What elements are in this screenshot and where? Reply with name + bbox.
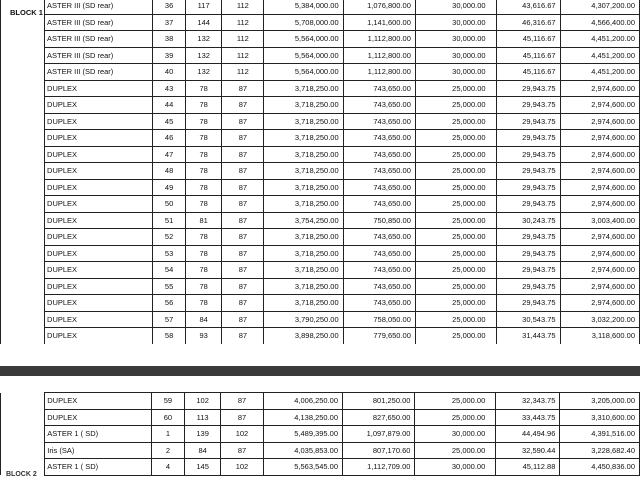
cell-v5: 4,451,200.00 <box>560 64 639 81</box>
cell-name: DUPLEX <box>45 393 152 410</box>
cell-v3: 30,000.00 <box>415 14 496 31</box>
cell-v4: 31,443.75 <box>496 328 560 345</box>
cell-no: 37 <box>153 14 186 31</box>
cell-v1: 3,790,250.00 <box>264 311 343 328</box>
cell-v1: 3,718,250.00 <box>264 179 343 196</box>
table-row <box>1 130 640 147</box>
cell-no: 50 <box>153 196 186 213</box>
cell-name: DUPLEX <box>45 212 153 229</box>
cell-name: DUPLEX <box>45 278 153 295</box>
cell-v1: 3,718,250.00 <box>264 262 343 279</box>
table-row <box>1 409 640 426</box>
table-row <box>1 196 640 213</box>
cell-v5: 2,974,600.00 <box>560 196 639 213</box>
block-cell <box>1 146 45 163</box>
cell-v1: 3,718,250.00 <box>264 163 343 180</box>
cell-v1: 3,718,250.00 <box>264 295 343 312</box>
cell-a2: 102 <box>221 459 263 476</box>
cell-v4: 43,616.67 <box>496 0 560 14</box>
cell-v5: 2,974,600.00 <box>560 295 639 312</box>
cell-v1: 4,035,853.00 <box>263 442 343 459</box>
block-cell <box>1 80 45 97</box>
cell-a1: 117 <box>185 0 222 14</box>
table-row <box>1 311 640 328</box>
cell-a2: 87 <box>222 278 264 295</box>
cell-v5: 2,974,600.00 <box>560 97 639 114</box>
cell-v4: 46,316.67 <box>496 14 560 31</box>
cell-v3: 25,000.00 <box>415 179 496 196</box>
block-cell <box>1 64 45 81</box>
cell-v1: 4,138,250.00 <box>263 409 343 426</box>
cell-a1: 144 <box>185 14 222 31</box>
cell-v2: 743,650.00 <box>343 245 415 262</box>
cell-v3: 25,000.00 <box>415 442 496 459</box>
cell-v2: 1,141,600.00 <box>343 14 415 31</box>
cell-name: DUPLEX <box>45 113 153 130</box>
cell-v4: 30,543.75 <box>496 311 560 328</box>
block-label: BLOCK 1 <box>10 8 43 17</box>
cell-v2: 1,076,800.00 <box>343 0 415 14</box>
table-row <box>1 31 640 48</box>
table-row <box>1 14 640 31</box>
cell-v5: 4,566,400.00 <box>560 14 639 31</box>
block-cell <box>1 442 45 459</box>
cell-a1: 139 <box>184 426 221 443</box>
cell-no: 49 <box>153 179 186 196</box>
cell-v3: 25,000.00 <box>415 212 496 229</box>
cell-v1: 5,563,545.00 <box>263 459 343 476</box>
cell-v1: 5,564,000.00 <box>264 64 343 81</box>
cell-name: DUPLEX <box>45 179 153 196</box>
block-cell <box>1 278 45 295</box>
cell-v3: 30,000.00 <box>415 459 496 476</box>
cell-v4: 29,943.75 <box>496 163 560 180</box>
table-row <box>1 442 640 459</box>
cell-a2: 112 <box>222 0 264 14</box>
cell-v3: 30,000.00 <box>415 0 496 14</box>
cell-v1: 5,384,000.00 <box>264 0 343 14</box>
cell-no: 48 <box>153 163 186 180</box>
cell-v4: 30,243.75 <box>496 212 560 229</box>
cell-v3: 25,000.00 <box>415 163 496 180</box>
table-row <box>1 113 640 130</box>
cell-v1: 5,489,395.00 <box>263 426 343 443</box>
cell-name: ASTER 1 ( SD) <box>45 459 152 476</box>
cell-v1: 3,718,250.00 <box>264 196 343 213</box>
block-cell <box>1 262 45 279</box>
block-cell <box>1 426 45 443</box>
cell-a1: 84 <box>185 311 222 328</box>
cell-a2: 87 <box>221 442 263 459</box>
cell-v1: 3,718,250.00 <box>264 97 343 114</box>
cell-no: 47 <box>153 146 186 163</box>
cell-a1: 78 <box>185 278 222 295</box>
cell-a1: 78 <box>185 80 222 97</box>
cell-a1: 78 <box>185 97 222 114</box>
cell-v5: 4,307,200.00 <box>560 0 639 14</box>
cell-a1: 93 <box>185 328 222 345</box>
cell-name: DUPLEX <box>45 196 153 213</box>
cell-name: DUPLEX <box>45 229 153 246</box>
cell-a1: 78 <box>185 196 222 213</box>
cell-v5: 3,003,400.00 <box>560 212 639 229</box>
cell-v1: 3,718,250.00 <box>264 229 343 246</box>
cell-v5: 4,451,200.00 <box>560 47 639 64</box>
cell-v2: 1,112,709.00 <box>343 459 415 476</box>
cell-v4: 29,943.75 <box>496 196 560 213</box>
cell-name: DUPLEX <box>45 163 153 180</box>
cell-v3: 25,000.00 <box>415 409 496 426</box>
table-row <box>1 245 640 262</box>
cell-name: ASTER III (SD rear) <box>45 47 153 64</box>
cell-a2: 87 <box>222 262 264 279</box>
cell-a2: 87 <box>222 130 264 147</box>
cell-no: 45 <box>153 113 186 130</box>
cell-v3: 25,000.00 <box>415 393 496 410</box>
block-cell <box>1 409 45 426</box>
cell-v1: 3,898,250.00 <box>264 328 343 345</box>
cell-v2: 743,650.00 <box>343 130 415 147</box>
cell-v2: 827,650.00 <box>343 409 415 426</box>
block-cell <box>1 31 45 48</box>
cell-v1: 3,718,250.00 <box>264 130 343 147</box>
cell-v5: 4,450,836.00 <box>560 459 640 476</box>
cell-a2: 87 <box>222 295 264 312</box>
cell-a2: 87 <box>222 311 264 328</box>
cell-a1: 78 <box>185 229 222 246</box>
cell-no: 36 <box>153 0 186 14</box>
cell-no: 2 <box>152 442 185 459</box>
cell-no: 60 <box>152 409 185 426</box>
cell-name: DUPLEX <box>45 80 153 97</box>
sheet-page-2 <box>0 392 640 480</box>
cell-v5: 2,974,600.00 <box>560 130 639 147</box>
cell-v2: 1,112,800.00 <box>343 47 415 64</box>
cell-a2: 87 <box>222 97 264 114</box>
cell-v2: 750,850.00 <box>343 212 415 229</box>
cell-name: DUPLEX <box>45 409 152 426</box>
cell-no: 38 <box>153 31 186 48</box>
cell-no: 55 <box>153 278 186 295</box>
cell-v4: 29,943.75 <box>496 130 560 147</box>
block-cell <box>1 196 45 213</box>
cell-a2: 87 <box>222 80 264 97</box>
cell-a2: 87 <box>222 163 264 180</box>
cell-a1: 132 <box>185 64 222 81</box>
unit-price-table-bottom <box>0 392 640 476</box>
cell-v1: 4,006,250.00 <box>263 393 343 410</box>
cell-name: DUPLEX <box>45 311 153 328</box>
cell-v4: 29,943.75 <box>496 146 560 163</box>
cell-v4: 45,116.67 <box>496 64 560 81</box>
cell-a2: 87 <box>222 212 264 229</box>
cell-a2: 102 <box>221 426 263 443</box>
cell-v5: 2,974,600.00 <box>560 229 639 246</box>
cell-v2: 743,650.00 <box>343 179 415 196</box>
cell-v2: 743,650.00 <box>343 97 415 114</box>
cell-v2: 743,650.00 <box>343 163 415 180</box>
cell-v4: 45,112.88 <box>496 459 560 476</box>
cell-a2: 112 <box>222 47 264 64</box>
cell-v5: 3,310,600.00 <box>560 409 640 426</box>
cell-v3: 30,000.00 <box>415 64 496 81</box>
cell-v3: 30,000.00 <box>415 31 496 48</box>
table-row <box>1 0 640 14</box>
cell-v5: 2,974,600.00 <box>560 262 639 279</box>
cell-v5: 4,451,200.00 <box>560 31 639 48</box>
cell-v1: 3,718,250.00 <box>264 113 343 130</box>
cell-name: DUPLEX <box>45 328 153 345</box>
cell-no: 52 <box>153 229 186 246</box>
cell-a2: 87 <box>222 146 264 163</box>
cell-v3: 25,000.00 <box>415 113 496 130</box>
cell-v1: 3,718,250.00 <box>264 146 343 163</box>
cell-v1: 5,708,000.00 <box>264 14 343 31</box>
cell-a1: 84 <box>184 442 221 459</box>
cell-v4: 29,943.75 <box>496 245 560 262</box>
block-cell <box>1 245 45 262</box>
cell-v1: 3,718,250.00 <box>264 80 343 97</box>
cell-v5: 2,974,600.00 <box>560 80 639 97</box>
cell-v2: 807,170.60 <box>343 442 415 459</box>
cell-a2: 112 <box>222 31 264 48</box>
cell-v3: 30,000.00 <box>415 426 496 443</box>
cell-v2: 779,650.00 <box>343 328 415 345</box>
cell-v2: 743,650.00 <box>343 278 415 295</box>
cell-a2: 112 <box>222 64 264 81</box>
cell-no: 56 <box>153 295 186 312</box>
cell-v4: 29,943.75 <box>496 113 560 130</box>
cell-v4: 32,590.44 <box>496 442 560 459</box>
cell-v3: 25,000.00 <box>415 328 496 345</box>
block-cell <box>1 113 45 130</box>
cell-a1: 78 <box>185 245 222 262</box>
cell-v2: 743,650.00 <box>343 295 415 312</box>
table-row <box>1 47 640 64</box>
cell-v5: 2,974,600.00 <box>560 146 639 163</box>
cell-v3: 25,000.00 <box>415 229 496 246</box>
cell-a1: 132 <box>185 31 222 48</box>
cell-a1: 78 <box>185 130 222 147</box>
block-cell <box>1 47 45 64</box>
cell-a1: 102 <box>184 393 221 410</box>
cell-v2: 801,250.00 <box>343 393 415 410</box>
cell-v3: 25,000.00 <box>415 146 496 163</box>
cell-v2: 743,650.00 <box>343 80 415 97</box>
page-separator <box>0 366 640 376</box>
block-cell <box>1 212 45 229</box>
cell-no: 46 <box>153 130 186 147</box>
cell-v2: 743,650.00 <box>343 146 415 163</box>
cell-a2: 87 <box>221 393 263 410</box>
table-row <box>1 146 640 163</box>
table-row <box>1 295 640 312</box>
cell-v4: 29,943.75 <box>496 97 560 114</box>
cell-v2: 1,112,800.00 <box>343 64 415 81</box>
table-row <box>1 278 640 295</box>
table-row <box>1 229 640 246</box>
cell-a1: 78 <box>185 179 222 196</box>
cell-v4: 29,943.75 <box>496 229 560 246</box>
cell-v2: 743,650.00 <box>343 196 415 213</box>
cell-a1: 145 <box>184 459 221 476</box>
cell-a1: 132 <box>185 47 222 64</box>
cell-v4: 29,943.75 <box>496 80 560 97</box>
cell-v3: 25,000.00 <box>415 262 496 279</box>
cell-no: 40 <box>153 64 186 81</box>
cell-v5: 2,974,600.00 <box>560 179 639 196</box>
cell-no: 51 <box>153 212 186 229</box>
cell-v5: 2,974,600.00 <box>560 245 639 262</box>
cell-name: DUPLEX <box>45 262 153 279</box>
table-row <box>1 212 640 229</box>
cell-v2: 1,112,800.00 <box>343 31 415 48</box>
cell-name: DUPLEX <box>45 130 153 147</box>
cell-v3: 25,000.00 <box>415 245 496 262</box>
cell-a1: 113 <box>184 409 221 426</box>
cell-name: ASTER III (SD rear) <box>45 14 153 31</box>
block-cell <box>1 229 45 246</box>
cell-no: 54 <box>153 262 186 279</box>
table-row <box>1 64 640 81</box>
cell-a2: 87 <box>222 229 264 246</box>
cell-no: 1 <box>152 426 185 443</box>
cell-v3: 25,000.00 <box>415 80 496 97</box>
cell-name: ASTER III (SD rear) <box>45 0 153 14</box>
cell-v5: 3,205,000.00 <box>560 393 640 410</box>
cell-a2: 87 <box>222 179 264 196</box>
block-cell <box>1 14 45 31</box>
cell-v5: 3,118,600.00 <box>560 328 639 345</box>
cell-no: 58 <box>153 328 186 345</box>
cell-v1: 3,718,250.00 <box>264 245 343 262</box>
cell-v3: 25,000.00 <box>415 311 496 328</box>
block-cell <box>1 0 45 14</box>
table-row <box>1 426 640 443</box>
cell-a2: 87 <box>221 409 263 426</box>
cell-no: 53 <box>153 245 186 262</box>
block-cell <box>1 179 45 196</box>
cell-name: Iris (SA) <box>45 442 152 459</box>
cell-a1: 78 <box>185 295 222 312</box>
cell-v3: 25,000.00 <box>415 295 496 312</box>
cell-v1: 3,754,250.00 <box>264 212 343 229</box>
cell-name: ASTER III (SD rear) <box>45 64 153 81</box>
cell-name: ASTER III (SD rear) <box>45 31 153 48</box>
cell-no: 59 <box>152 393 185 410</box>
cell-v3: 25,000.00 <box>415 130 496 147</box>
cell-v4: 29,943.75 <box>496 262 560 279</box>
table-row <box>1 328 640 345</box>
cell-name: DUPLEX <box>45 146 153 163</box>
cell-v4: 29,943.75 <box>496 179 560 196</box>
cell-name: DUPLEX <box>45 245 153 262</box>
cell-v5: 2,974,600.00 <box>560 163 639 180</box>
table-row <box>1 179 640 196</box>
cell-a1: 78 <box>185 146 222 163</box>
cell-v5: 2,974,600.00 <box>560 113 639 130</box>
cell-no: 4 <box>152 459 185 476</box>
block-cell <box>1 97 45 114</box>
cell-v5: 3,228,682.40 <box>560 442 640 459</box>
block-cell <box>1 393 45 410</box>
cell-no: 39 <box>153 47 186 64</box>
cell-no: 44 <box>153 97 186 114</box>
cell-name: DUPLEX <box>45 295 153 312</box>
cell-v2: 743,650.00 <box>343 113 415 130</box>
cell-no: 43 <box>153 80 186 97</box>
table-row <box>1 80 640 97</box>
block-cell <box>1 311 45 328</box>
cell-a1: 78 <box>185 113 222 130</box>
cell-v1: 5,564,000.00 <box>264 31 343 48</box>
cell-v2: 743,650.00 <box>343 262 415 279</box>
cell-a1: 81 <box>185 212 222 229</box>
cell-v4: 29,943.75 <box>496 295 560 312</box>
cell-v5: 2,974,600.00 <box>560 278 639 295</box>
table-row <box>1 97 640 114</box>
block-cell <box>1 295 45 312</box>
cell-a2: 87 <box>222 245 264 262</box>
cell-a2: 87 <box>222 113 264 130</box>
cell-v3: 30,000.00 <box>415 47 496 64</box>
cell-v4: 29,943.75 <box>496 278 560 295</box>
cell-v4: 45,116.67 <box>496 47 560 64</box>
table-row <box>1 459 640 476</box>
cell-v3: 25,000.00 <box>415 196 496 213</box>
cell-v2: 758,050.00 <box>343 311 415 328</box>
cell-v3: 25,000.00 <box>415 97 496 114</box>
block-label-2: BLOCK 2 <box>6 471 37 478</box>
cell-no: 57 <box>153 311 186 328</box>
cell-a1: 78 <box>185 163 222 180</box>
block-cell <box>1 328 45 345</box>
cell-v2: 743,650.00 <box>343 229 415 246</box>
cell-a2: 87 <box>222 196 264 213</box>
cell-name: ASTER 1 ( SD) <box>45 426 152 443</box>
cell-v4: 45,116.67 <box>496 31 560 48</box>
cell-v4: 32,343.75 <box>496 393 560 410</box>
cell-name: DUPLEX <box>45 97 153 114</box>
cell-v5: 3,032,200.00 <box>560 311 639 328</box>
cell-a1: 78 <box>185 262 222 279</box>
cell-v4: 44,494.96 <box>496 426 560 443</box>
cell-v5: 4,391,516.00 <box>560 426 640 443</box>
block-cell <box>1 130 45 147</box>
cell-a2: 112 <box>222 14 264 31</box>
table-row <box>1 163 640 180</box>
cell-v1: 3,718,250.00 <box>264 278 343 295</box>
block-cell <box>1 163 45 180</box>
cell-v3: 25,000.00 <box>415 278 496 295</box>
cell-v2: 1,097,879.00 <box>343 426 415 443</box>
cell-v1: 5,564,000.00 <box>264 47 343 64</box>
cell-a2: 87 <box>222 328 264 345</box>
table-row <box>1 262 640 279</box>
cell-v4: 33,443.75 <box>496 409 560 426</box>
table-row <box>1 393 640 410</box>
